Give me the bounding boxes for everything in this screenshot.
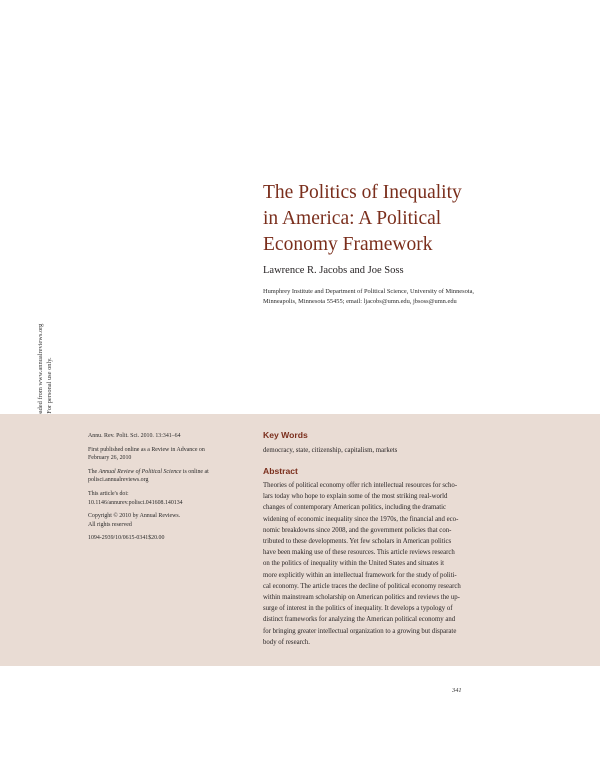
abstract-line: cal economy. The article traces the decline of political economy research [263,582,461,590]
abstract-line: tributed to these developments. Yet few scholars in American politics [263,538,452,546]
abstract-line: lars today who hope to explain some of the most striking real-world [263,493,448,501]
affiliation [263,287,523,306]
authors: Lawrence R. Jacobs and Joe Soss [263,265,404,276]
affiliation-line-2: Minneapolis, Minnesota 55455; email: ljacobs@umn.edu, jbsoss@umn.edu [263,297,457,305]
journal-url[interactable]: polisci.annualreviews.org [88,477,149,484]
doi[interactable]: 10.1146/annurev.polisci.041608.140134 [88,499,183,506]
abstract-line: body of research. [263,638,310,646]
keywords-heading: Key Words [263,430,308,440]
abstract-line: widening of economic inequality since the 1970s, the financial and eco- [263,515,459,523]
doi-label: This article's doi: [88,490,129,497]
affiliation-line-1: Humphrey Institute and Department of Political Science, University of Minnesota, [263,288,475,295]
title-line-3: Economy Framework [263,234,433,255]
page-number: 341 [452,687,462,694]
rights: All rights reserved [88,521,132,528]
title-line-2: in America: A Political [263,208,442,229]
abstract-line: distinct frameworks for analyzing the American political economy and [263,616,456,624]
journal-name: Annual Review of Political Science [98,468,182,475]
abstract-line: on the politics of inequality within the United States and situates it [263,560,445,568]
abstract-body [263,480,531,648]
first-published-line-2: February 26, 2010 [88,455,132,462]
title-line-1: The Politics of Inequality [263,182,462,203]
online-pre: The [88,468,99,475]
first-published-line-1: First published online as a Review in Advance on [88,446,205,453]
online-post: is online at [181,468,209,475]
copyright: Copyright © 2010 by Annual Reviews. [88,513,181,520]
abstract-line: more explicitly within an intellectual framework for the study of politi- [263,571,457,579]
citation: Annu. Rev. Polit. Sci. 2010. 13:341–64 [88,433,181,439]
abstract-line: changes of contemporary American politics, including the dramatic [263,504,447,512]
article-metadata [88,432,248,548]
abstract-line: surge of interest in the politics of inequality. It develops a typology of [263,605,453,613]
online-notice [88,468,248,477]
abstract-heading: Abstract [263,466,298,476]
keywords: democracy, state, citizenship, capitalism, markets [263,447,398,454]
abstract-line: for bringing greater intellectual organization to a growing but disparate [263,627,457,635]
issn: 1094-2939/10/0615-0341$20.00 [88,535,165,542]
abstract-line: Theories of political economy offer rich intellectual resources for scho- [263,482,458,489]
abstract-line: nomic breakdowns since 2008, and the government policies that con- [263,526,452,534]
abstract-line: have been making use of these resources. This article reviews research [263,549,455,557]
abstract-line: within mainstream scholarship on American politics and reviews the up- [263,594,460,602]
article-title [263,180,563,258]
